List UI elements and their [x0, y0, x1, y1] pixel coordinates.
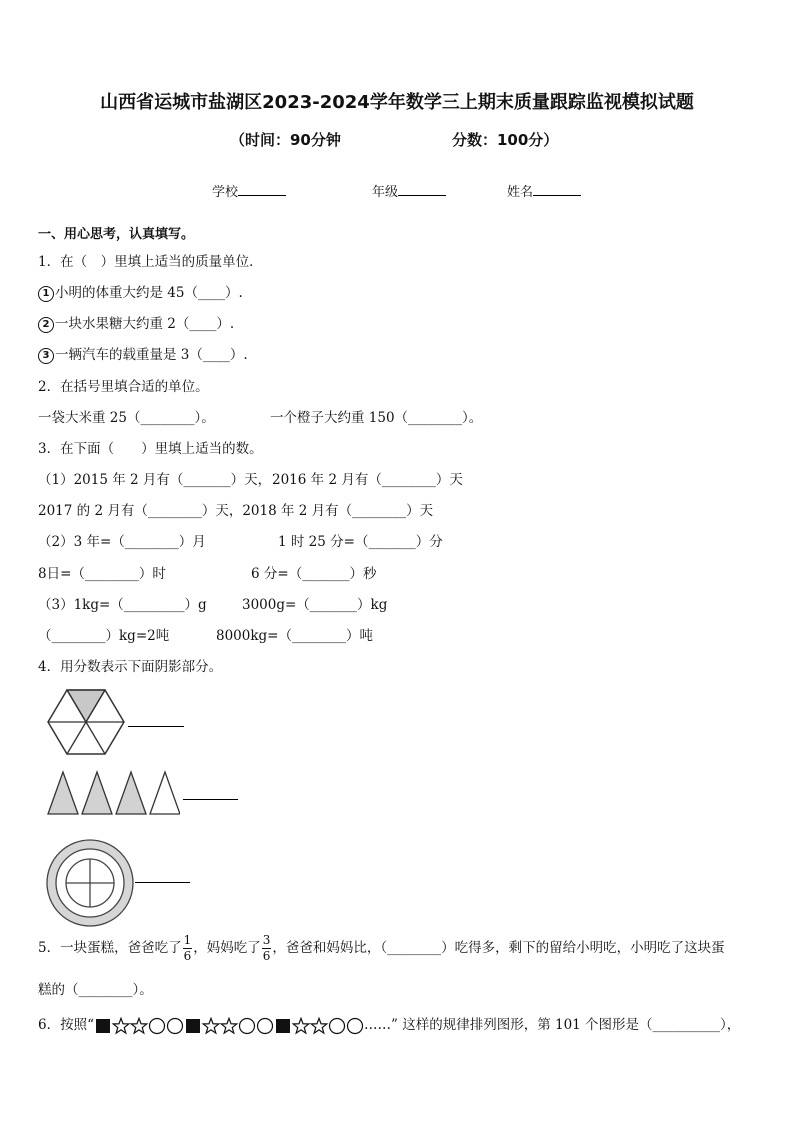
circled-number: 1 [38, 286, 54, 302]
q3-line-4b: 6 分=（_______）秒 [251, 566, 377, 582]
triangles-figure [46, 770, 180, 816]
time-label: （时间：90分钟 [230, 131, 341, 149]
q3-line-1b: 2016 年 2 月有（________）天 [272, 472, 463, 488]
q3-line-6b: 8000kg=（________）吨 [216, 628, 373, 644]
q2-part-a: 一袋大米重 25（________）。 [38, 410, 215, 426]
fraction-denominator: 6 [262, 949, 271, 963]
name-blank[interactable] [533, 183, 581, 196]
circled-number: 3 [38, 348, 54, 364]
q6-text-2: ……” 这样的规律排列图形，第 101 个图形是（__________）， [364, 1017, 741, 1033]
circled-number: 2 [38, 317, 54, 333]
filled-square-icon [96, 1019, 110, 1033]
outline-circle-icon [258, 1018, 273, 1033]
hexagon-figure [46, 688, 126, 756]
q3-line-5a: （3）1kg=（_________）g [38, 597, 207, 613]
page-title: 山西省运城市盐湖区2023-2024学年数学三上期末质量跟踪监视模拟试题 [100, 92, 694, 113]
pattern-sequence [94, 1017, 364, 1035]
q2-part-b: 一个橙子大约重 150（________）。 [270, 410, 483, 426]
school-label: 学校 [212, 185, 239, 200]
q1-item-text: 一辆汽车的载重量是 3（____）. [55, 347, 248, 363]
fraction-denominator: 6 [183, 949, 192, 963]
q3-line-3b: 1 时 25 分=（_______）分 [278, 534, 443, 550]
q3-line-1a: （1）2015 年 2 月有（_______）天， [38, 472, 272, 488]
name-label: 姓名 [507, 185, 534, 200]
q3-line-6a: （________）kg=2吨 [38, 628, 170, 644]
q4-answer-line-2[interactable] [183, 799, 238, 800]
grade-field[interactable] [372, 181, 446, 200]
outline-star-icon [203, 1018, 219, 1033]
q5-text-2: ，妈妈吃了 [193, 940, 261, 956]
q3-line-4a: 8日=（________）时 [38, 566, 166, 582]
fraction-numerator: 1 [183, 933, 192, 947]
name-field[interactable] [507, 181, 581, 200]
q1-item-1 [38, 281, 243, 302]
outline-circle-icon [168, 1018, 183, 1033]
outline-star-icon [131, 1018, 147, 1033]
outline-circle-icon [150, 1018, 165, 1033]
grade-label: 年级 [372, 185, 399, 200]
q3-line-3a: （2）3 年=（________）月 [38, 534, 206, 550]
fraction-three-sixths [262, 933, 272, 964]
q1-item-text: 小明的体重大约是 45（____）. [55, 285, 243, 301]
q3-line-5b: 3000g=（_______）kg [242, 597, 388, 613]
q4-answer-line-1[interactable] [128, 726, 184, 727]
outline-star-icon [221, 1018, 237, 1033]
q3-stem: 3．在下面（ ）里填上适当的数。 [38, 441, 263, 457]
q6-text-1: 6．按照“ [38, 1017, 94, 1033]
outline-circle-icon [330, 1018, 345, 1033]
outline-circle-icon [240, 1018, 255, 1033]
q5-line-2: 糕的（________）。 [38, 982, 153, 998]
q1-item-text: 一块水果糖大约重 2（____）. [55, 316, 235, 332]
fraction-numerator: 3 [262, 933, 271, 947]
score-label: 分数：100分） [452, 131, 559, 149]
rings-figure [45, 838, 135, 928]
fraction-one-sixth [183, 933, 193, 964]
hexagon-shaded-part [67, 690, 105, 722]
filled-square-icon [276, 1019, 290, 1033]
q1-item-2 [38, 312, 234, 333]
section-heading: 一、用心思考，认真填写。 [38, 227, 195, 242]
school-blank[interactable] [238, 183, 286, 196]
q5-line-1 [38, 933, 725, 964]
q4-stem: 4．用分数表示下面阴影部分。 [38, 659, 223, 675]
outline-star-icon [113, 1018, 129, 1033]
q3-line-2: 2017 的 2 月有（________）天，2018 年 2 月有（________）天 [38, 503, 434, 519]
school-field[interactable] [212, 181, 286, 200]
q5-text-1: 5．一块蛋糕，爸爸吃了 [38, 940, 182, 956]
q5-text-3: ，爸爸和妈妈比，（________）吃得多，剩下的留给小明吃，小明吃了这块蛋 [272, 940, 725, 956]
q1-item-3 [38, 343, 248, 364]
q4-answer-line-3[interactable] [135, 882, 190, 883]
grade-blank[interactable] [398, 183, 446, 196]
q6-line [38, 1013, 740, 1035]
q1-stem: 1．在（ ）里填上适当的质量单位． [38, 254, 263, 270]
outline-circle-icon [348, 1018, 363, 1033]
q2-stem: 2．在括号里填合适的单位。 [38, 379, 209, 395]
outline-star-icon [311, 1018, 327, 1033]
filled-square-icon [186, 1019, 200, 1033]
outline-star-icon [293, 1018, 309, 1033]
